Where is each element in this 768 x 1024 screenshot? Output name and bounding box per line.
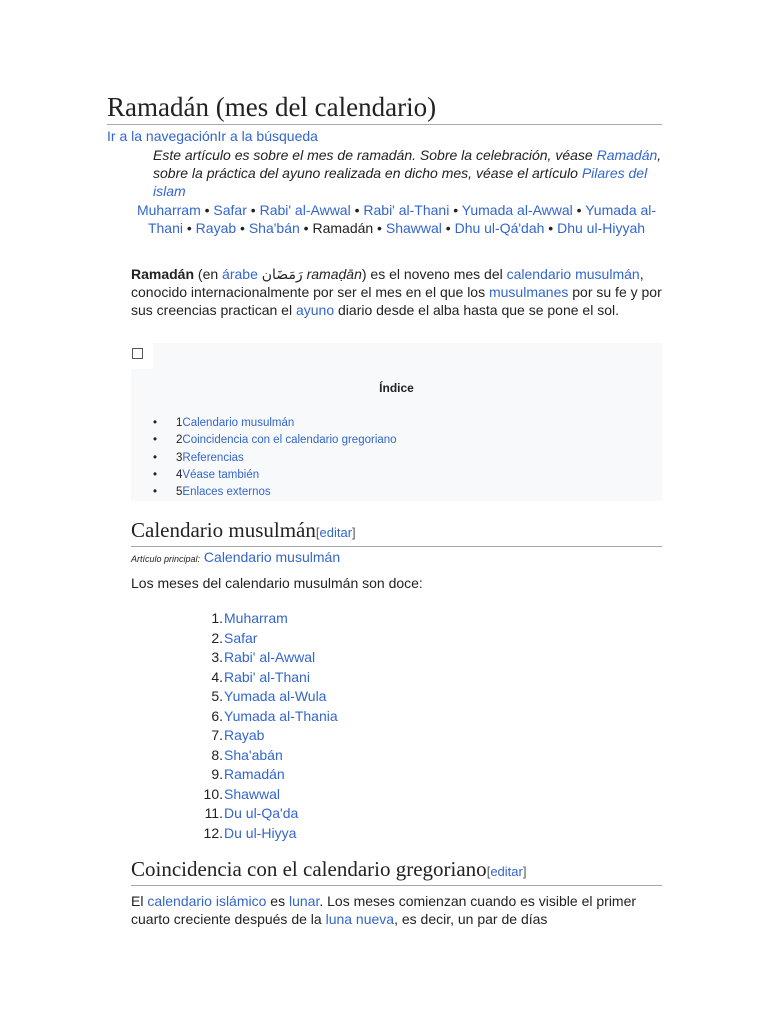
list-number: 6. [211,707,223,724]
section-heading-coincidencia [131,856,662,886]
month-separator: • [299,220,313,236]
months-intro-text: Los meses del calendario musulmán son doce: [131,575,423,591]
list-number: 5. [211,688,223,704]
month-separator: • [544,220,558,236]
month-link[interactable]: Du ul-Hiyya [224,824,297,841]
jump-to-search-link[interactable]: Ir a la búsqueda [217,128,318,144]
toc-item[interactable] [153,432,397,449]
month-nav-link[interactable]: Rabi' al-Thani [363,202,450,218]
toc-link[interactable]: Enlaces externos [182,486,271,499]
para-text: , es decir, un par de días [394,911,548,927]
month-nav-link[interactable]: Muharram [136,202,201,218]
month-separator: • [572,202,586,218]
toc-number: 3 [176,451,183,464]
month-separator: • [182,220,196,236]
section-heading-calendario [131,517,662,547]
month-nav-link[interactable]: Sha'bán [248,220,300,236]
list-number: 2. [211,629,223,646]
edit-section-link [487,864,527,879]
intro-bold-term: Ramadán [131,266,195,282]
link-ayuno[interactable]: ayuno [295,302,335,318]
month-link[interactable]: Ramadán [224,766,285,782]
toc-link[interactable]: Referencias [182,451,244,464]
toc-number: 4 [176,468,183,481]
month-link[interactable]: Rabi' al-Awwal [224,649,316,665]
toc-link[interactable]: Véase también [182,468,260,481]
intro-text: por su fe y por sus creencias practican el [131,284,662,318]
link-musulmanes[interactable]: musulmanes [488,284,569,300]
month-separator: • [350,202,364,218]
month-separator: • [246,202,260,218]
edit-bracket: ] [352,525,356,540]
edit-bracket: ] [522,864,527,879]
hatnote-link-pilares[interactable]: Pilares del islam [153,165,648,199]
hatnote-text: , sobre la práctica del ayuno realizada en dicho mes, véase el artículo [153,147,662,181]
intro-text: diario desde el alba hasta que se pone el sol. [334,302,619,318]
month-link[interactable]: Rabi' al-Thani [224,668,310,685]
toc-item[interactable] [153,467,397,484]
arabic-script: رَمَضَان [257,266,307,282]
main-article-label: Artículo principal: [131,554,201,564]
page-title: Ramadán (mes del calendario) [107,90,662,125]
list-number: 10. [203,785,223,802]
link-calendario-islamico[interactable]: calendario islámico [147,893,267,909]
link-lunar[interactable]: lunar [288,893,320,909]
toc-item[interactable] [153,450,397,467]
months-navbox [131,201,662,237]
edit-bracket: [ [315,525,320,540]
month-nav-link[interactable]: Yumada al-Awwal [461,202,573,218]
intro-text: (en [194,266,223,282]
toc-link[interactable]: Coincidencia con el calendario gregoriano [182,434,397,447]
para-text: El [131,893,148,909]
list-number: 1. [211,610,223,626]
month-nav-link[interactable]: Rayab [195,220,237,236]
edit-link[interactable]: editar [319,525,353,540]
toc-bullet: • [153,434,158,447]
transliteration: ramaḍān [306,266,362,282]
hatnote-link-ramadan[interactable]: Ramadán [596,147,658,163]
month-link[interactable]: Shawwal [224,785,281,802]
list-number: 3. [211,649,223,665]
section-title: Coincidencia con el calendario gregoriano [131,857,487,881]
edit-link[interactable]: editar [490,864,523,879]
toc-toggle-checkbox[interactable] [132,348,143,359]
month-nav-link[interactable]: Rabi' al-Awwal [259,202,351,218]
intro-paragraph [131,265,662,319]
main-article-note [131,548,340,568]
month-link[interactable]: Muharram [224,610,288,626]
month-nav-link[interactable]: Shawwal [385,220,442,236]
para-text: . Los meses comienzan cuando es visible el primer cuarto creciente después de la [131,893,637,927]
toc-bullet: • [153,468,158,481]
month-separator: • [236,220,249,236]
toc-title: Índice [379,381,414,395]
edit-section-link [316,525,356,540]
month-link[interactable]: Rayab [224,727,265,743]
month-separator: • [200,202,214,218]
list-number: 11. [204,805,223,821]
month-link[interactable]: Safar [224,629,258,646]
month-nav-link[interactable]: Yumada al-Thani [147,202,657,236]
list-number: 7. [211,727,223,743]
toc-bullet: • [153,417,158,429]
toc-bullet: • [153,451,158,464]
toc-item[interactable] [153,415,397,432]
main-article-link[interactable]: Calendario musulmán [203,549,341,565]
month-nav-link[interactable]: Safar [213,202,247,218]
month-link[interactable]: Du ul-Qa'da [224,805,299,821]
coincidencia-paragraph [131,892,662,928]
link-arabe[interactable]: árabe [222,266,258,282]
list-number: 12. [203,824,223,841]
jump-links [107,127,318,145]
toc-number: 2 [176,434,183,447]
month-link[interactable]: Sha'abán [224,746,283,763]
list-number: 4. [211,668,223,685]
month-nav-link[interactable]: Dhu ul-Hiyyah [557,220,646,236]
month-separator: • [373,220,386,236]
toc-bullet: • [153,486,158,499]
para-text: es [266,893,289,909]
toc-link[interactable]: Calendario musulmán [182,417,295,429]
month-link[interactable]: Yumada al-Thania [224,707,338,724]
edit-bracket: [ [486,864,491,879]
jump-to-navigation-link[interactable]: Ir a la navegación [107,128,218,144]
intro-text: , conocido internacionalmente por ser el mes en el que los [131,266,644,300]
month-separator: • [441,220,455,236]
month-separator: • [449,202,462,218]
hatnote [153,146,663,200]
toc-number: 1 [176,417,183,429]
toc-item[interactable] [153,484,397,501]
link-calendario-musulman[interactable]: calendario musulmán [506,266,640,282]
month-link[interactable]: Yumada al-Wula [224,688,327,704]
list-number: 9. [211,766,223,782]
list-number: 8. [211,746,223,763]
section-title: Calendario musulmán [131,518,316,542]
month-nav-link[interactable]: Dhu ul-Qá'dah [454,220,545,236]
toc-number: 5 [176,486,183,499]
hatnote-text: Este artículo es sobre el mes de ramadán. Sobre la celebración, véase [153,147,597,163]
link-luna-nueva[interactable]: luna nueva [325,911,395,927]
toc-list [153,415,397,501]
table-of-contents [131,343,662,501]
intro-text: ) es el noveno mes del [361,266,507,282]
month-nav-current: Ramadán [312,220,374,236]
